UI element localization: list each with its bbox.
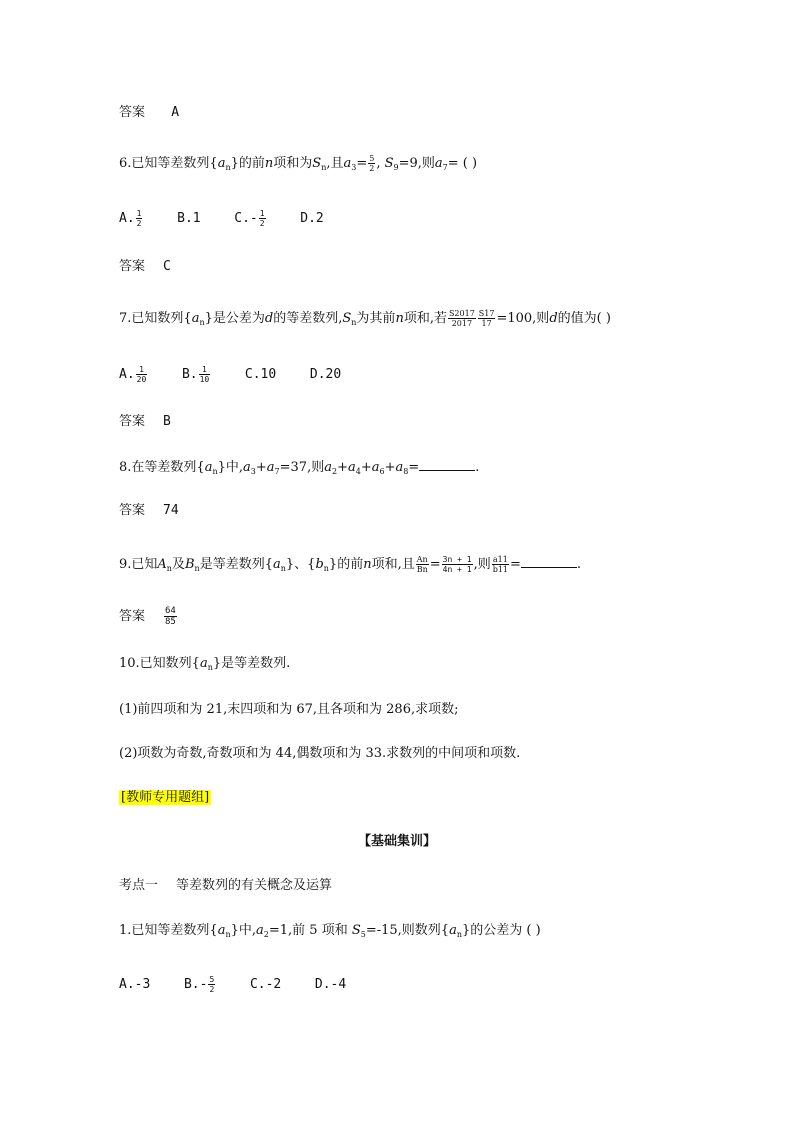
question-10: 10.已知数列$\{a_n\}$是等差数列. xyxy=(119,656,291,672)
question-1-options: A.-3 B.- $\frac{5}{2}$ C.-2 D.-4 xyxy=(119,975,347,994)
section-title: 【基础集训】 xyxy=(357,834,436,849)
answer-line xyxy=(119,105,179,121)
question-6-options: A. $\frac{1}{2}$ B.1 C.- $\frac{1}{2}$ D.2 xyxy=(119,209,324,228)
answer-line: 答案 B xyxy=(119,414,171,429)
question-10-part-1: (1)前四项和为 21,末四项和为 67,且各项和为 286,求项数; xyxy=(119,702,459,717)
question-8: 8.在等差数列$\{a_n\}$中$,a_3+a_7=37$,则$a_2+a_4+a_6+a_8=$ . xyxy=(119,460,480,476)
question-6: 6.已知等差数列$\{a_n\}$的前n项和为$S_n$,且$a_3=$ $\frac{5}{2}$ , $S_9=9$,则$a_7=$ ( ) xyxy=(119,154,478,173)
question-7: 7.已知数列$\{a_n\}$是公差为d的等差数列$,S_n$为其前n项和,若 $\frac{S2017}{2017}$ $\frac{S17}{17}$ =100,则d的值为( ) xyxy=(119,309,611,328)
answer-blank[interactable] xyxy=(521,556,577,568)
fraction: $\frac{5}{2}$ xyxy=(369,154,375,173)
answer-line: 答案 $\frac{64}{85}$ xyxy=(119,606,176,627)
question-9: 9.已知$A_n$及$B_n$是等差数列$\{a_n\}$、$\{b_n\}$的前n项和,且 $\frac{An}{Bn}$ = $\frac{3n + 1}{4n + 1}$ ,则 $\frac{a11}{b11}$ = . xyxy=(119,555,582,574)
answer-value: A xyxy=(171,105,180,120)
teacher-group-tag: [教师专用题组] xyxy=(121,790,210,805)
answer-blank[interactable] xyxy=(419,459,475,471)
answer-label: 答案 xyxy=(119,105,146,120)
question-1: 1.已知等差数列$\{a_n\}$中$,a_2=1$,前 5 项和 $S_5=-15$,则数列$\{a_n\}$的公差为 ( ) xyxy=(119,923,541,939)
answer-line: 答案 C xyxy=(119,259,171,274)
answer-line: 答案 74 xyxy=(119,503,179,518)
question-10-part-2: (2)项数为奇数,奇数项和为 44,偶数项和为 33.求数列的中间项和项数. xyxy=(119,746,521,761)
topic-heading: 考点一 等差数列的有关概念及运算 xyxy=(119,878,333,893)
question-7-options: A. $\frac{1}{20}$ B. $\frac{1}{10}$ C.10 D.20 xyxy=(119,365,342,384)
